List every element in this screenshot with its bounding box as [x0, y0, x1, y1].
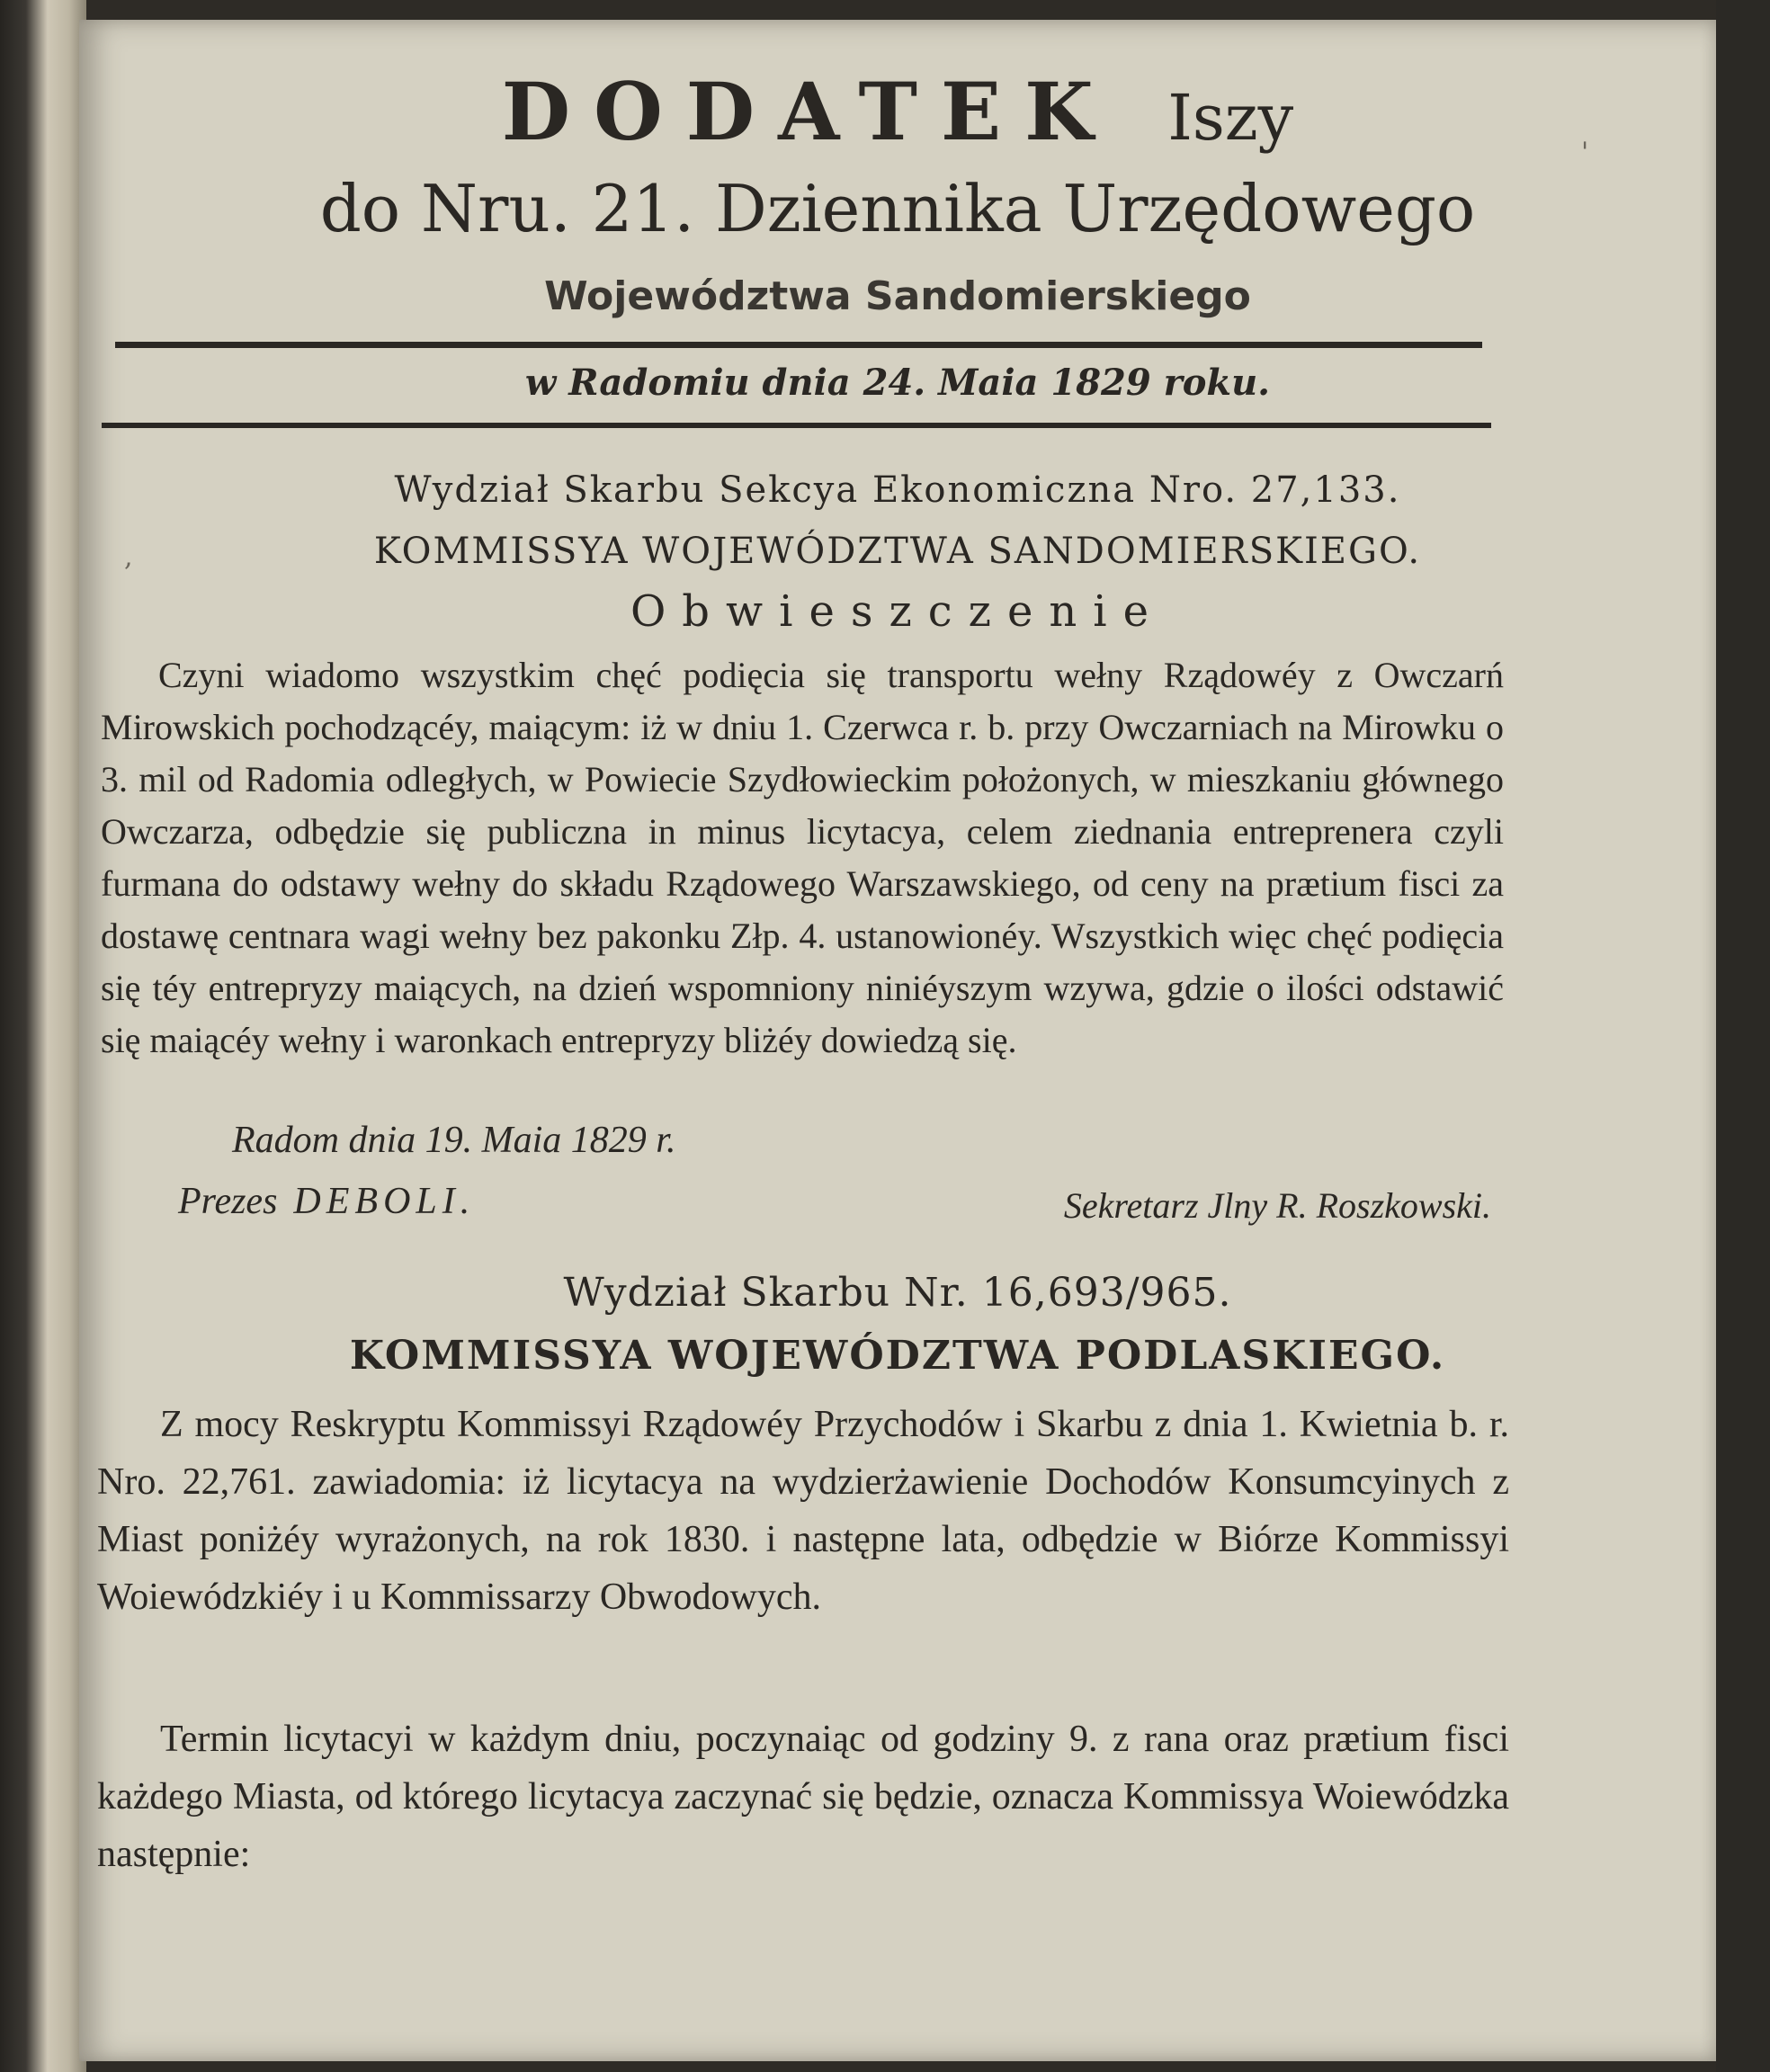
president-signature	[178, 1180, 475, 1223]
paper-speck: ,	[124, 541, 133, 573]
secretary-signature: Sekretarz Jlny R. Roszkowski.	[1063, 1185, 1491, 1226]
notice1-body: Czyni wiadomo wszystkim chęć podięcia się transportu wełny Rządowéy z Owczarń Mirowskich pochodzącéy, maiącym: iż w dniu 1. Czerwca r. b. przy Owczarniach na Mirowku o 3. mil od Radomia odległych, w Powiecie Szydłowieckim położonych, w mieszkaniu głównego Owczarza, odbędzie się publiczna in minus licytacya, celem ziednania entreprenera czyli furmana do odstawy wełny do składu Rządowego Warszawskiego, od ceny na prætium fisci za dostawę centnara wagi wełny bez pakonku Złp. 4. ustanowionéy. Wszystkich więc chęć podięcia się téy entrepryzy maiących, na dzień wspomniony niniéyszym wzywa, gdzie o ilości odstawić się maiącéy wełny i waronkach entrepryzy bliżéy dowiedzą się.	[101, 655, 1504, 1060]
paper-speck: '	[1581, 137, 1589, 168]
notice1-reference: Wydział Skarbu Sekcya Ekonomiczna Nro. 27,133.	[394, 469, 1401, 511]
book-spine	[0, 0, 86, 2072]
president-name: DEBOLI.	[293, 1181, 476, 1222]
notice2-reference: Wydział Skarbu Nr. 16,693/965.	[563, 1270, 1232, 1316]
document-page	[79, 20, 1716, 2061]
title-suffix: Iszy	[1167, 81, 1294, 155]
notice2-body-2: Termin licytacyi w każdym dniu, poczynaiąc od godziny 9. z rana oraz prætium fisci każdego Miasta, od którego licytacya zaczynać się będzie, oznacza Kommissya Woiewódzka następnie:	[97, 1719, 1509, 1875]
notice1-title: Obwieszczenie	[630, 586, 1166, 637]
scan-border	[1716, 0, 1770, 2072]
province-name: Województwa Sandomierskiego	[544, 273, 1251, 319]
notice2-body-1: Z mocy Reskryptu Kommissyi Rządowéy Przychodów i Skarbu z dnia 1. Kwietnia b. r. Nro. 22,761. zawiadomia: iż licytacya na wydzierżawienie Dochodów Konsumcyinych z Miast poniżéy wyrażonych, na rok 1830. i następne lata, odbędzie w Biórze Kommissyi Woiewódzkiéy i u Kommissarzy Obwodowych.	[97, 1404, 1509, 1618]
notice1-office: KOMMISSYA WOJEWÓDZTWA SANDOMIERSKIEGO.	[373, 531, 1422, 572]
president-label: Prezes	[178, 1181, 278, 1222]
notice1-date: Radom dnia 19. Maia 1829 r.	[232, 1120, 676, 1161]
page-subtitle: do Nru. 21. Dziennika Urzędowego	[319, 171, 1476, 246]
dateline: w Radomiu dnia 24. Maia 1829 roku.	[524, 362, 1271, 404]
divider-bottom	[102, 423, 1491, 428]
divider-top	[115, 342, 1482, 348]
notice2-office: KOMMISSYA WOJEWÓDZTWA PODLASKIEGO.	[349, 1333, 1446, 1379]
title-main: DODATEK	[501, 65, 1117, 158]
page-title	[79, 65, 1716, 158]
